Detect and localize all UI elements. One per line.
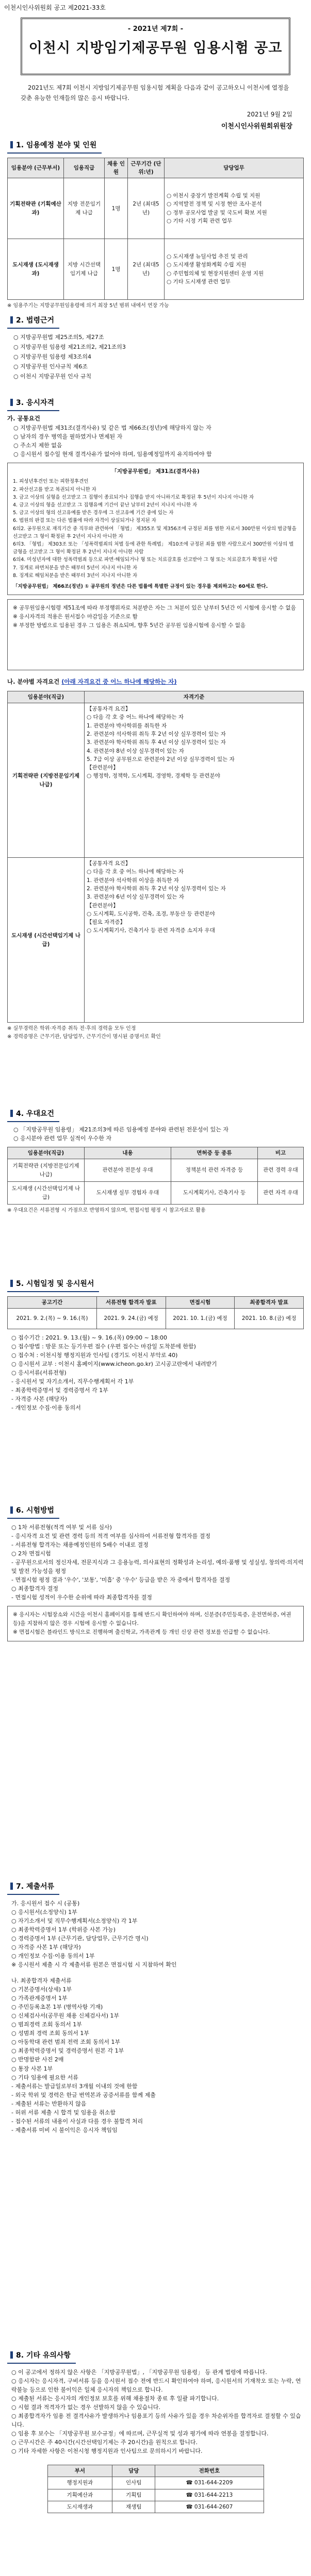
positions-note: ※ 임용주기는 지방공무원임용령에 의거 최장 5년 범위 내에서 연장 가능: [7, 303, 169, 309]
cell-phone: ☎ 031-644-2209: [155, 2477, 264, 2489]
law-box-text: 1. 피성년후견인 또는 피한정후견인 2. 파산선고를 받고 복권되지 아니한 자 3. 금고 이상의 실형을 선고받고 그 집행이 종료되거나 집행을 받지 아니하기로 확정된 후 5년이 지나지 아니한 자 4. 금고 이상의 형을 선고받고 그 집행유예 기간이 끝난 날부터 2년이 지나지 아니한 자 5. 금고 이상의 형의 선고유예를 받은 경우에 그 선고유예 기간 중에 있는 자 6. 법원의 판결 또는 다른 법률에 따라 자격이 상실되거나 정지된 자 6의2. 공무원으로 재직기간 중 직무와 관련하여 「형법」 제355조 및 제356조에 규정된 죄를 범한 자로서 300만원 이상의 벌금형을 선고받고 그 형이 확정된 후 2년이 지나지 아니한 자 6의3. 「형법」 제303조 또는 「성폭력범죄의 처벌 등에 관한 특례법」 제10조에 규정된 죄를 범한 사람으로서 300만원 이상의 벌금형을 선고받고 그 형이 확정된 후 2년이 지나지 아니한 사람 6의4. 미성년자에 대한 성폭력범죄 등으로 파면·해임되거나 형 또는 치료감호를 선고받아 그 형 또는 치료감호가 확정된 사람 7. 징계로 파면처분을 받은 때부터 5년이 지나지 아니한 자 8. 징계로 해임처분을 받은 때부터 3년이 지나지 아니한 자: [13, 479, 297, 579]
table-row: [8, 178, 304, 239]
notice-date: 2021년 9월 2일: [247, 111, 292, 118]
schedule-table: [7, 1296, 304, 1329]
table-row: [47, 2477, 264, 2489]
section-marker-icon: [10, 141, 13, 148]
section-title: 6. 시험방법: [7, 1504, 59, 1519]
preferences-text: ○ 「지방공무원 임용령」 제21조의3에 따른 임용예정 분야와 관련된 전문성이 있는 자 ○ 응시분야 관련 업무 실적이 우수한 자: [13, 1126, 228, 1142]
cell-duties: ○ 이천시 중장기 발전계획 수립 및 지원 ○ 지역발전 정책 및 시정 현안 조사·분석 ○ 정부 공모사업 발굴 및 국도비 확보 지원 ○ 기타 시정 기획 관련 업무: [165, 178, 304, 239]
contact-table: [47, 2465, 264, 2513]
section-title: 2. 법령근거: [7, 314, 59, 329]
law-box: [7, 463, 304, 595]
table-row: [47, 2501, 264, 2513]
section-marker-icon: [10, 316, 13, 324]
cell-duties: ○ 도시재생 뉴딜사업 추진 및 관리 ○ 도시재생 활성화계획 수립 지원 ○ 주민협의체 및 현장지원센터 운영 지원 ○ 기타 도시재생 관련 업무: [165, 239, 304, 300]
cell-etc: 관련 자격 우대: [258, 1182, 304, 1205]
law-box-retirement: 「지방공무원법」 제66조(정년) ① 공무원의 정년은 다른 법률에 특별한 규정이 있는 경우를 제외하고는 60세로 한다.: [13, 583, 268, 589]
qualification-table: [7, 691, 304, 1023]
table-header: 자격기준: [85, 691, 304, 703]
cell-dept: 도시재생과: [47, 2501, 112, 2513]
table-header: 내용: [85, 1147, 171, 1159]
cell-team: 인사팀: [112, 2477, 155, 2489]
cell-field: 기획전략관 (기획예산과): [8, 178, 64, 239]
table-header: 임용직급: [64, 158, 105, 178]
section-positions: [7, 139, 304, 310]
section-marker-icon: [10, 2351, 13, 2359]
table-header: 비고: [258, 1147, 304, 1159]
section-title: 3. 응시자격: [7, 397, 59, 411]
table-row: [47, 2489, 264, 2501]
table-row: [8, 1308, 304, 1329]
cell-team: 재생팀: [112, 2501, 155, 2513]
section-title: 1. 임용예정 분야 및 인원: [7, 139, 102, 154]
table-row: [8, 1182, 304, 1205]
cell-license: 정책분석 관련 자격증 등: [171, 1159, 258, 1182]
table-header: 채용 인원: [105, 158, 128, 178]
law-box-title: 「지방공무원법」 제31조(결격사유): [111, 468, 200, 474]
other-notes-text: ○ 이 공고에서 정하지 않은 사항은 「지방공무원법」, 「지방공무원 임용령」 등 관계 법령에 따릅니다. ○ 응시자는 응시자격, 구비서류 등을 응시원서 접수 전에 반드시 확인하여야 하며, 응시원서의 기재착오 또는 누락, 연락불능 등으로 인한 불이익은 일체 응시자의 책임으로 합니다. ○ 제출된 서류는 응시자의 개인정보 보호를 위해 채용절차 종료 후 일괄 파기합니다. ○ 시험 결과 적격자가 없는 경우 선발하지 않을 수 있습니다. ○ 최종합격자가 임용 전 결격사유가 발생하거나 임용포기 등의 사유가 있을 경우 차순위자를 합격자로 결정할 수 있습니다. ○ 임용 후 보수는 「지방공무원 보수규정」에 따르며, 근무실적 및 성과 평가에 따라 연봉을 결정합니다. ○ 근무시간은 주 40시간(시간선택임기제는 주 20시간)을 원칙으로 합니다. ○ 기타 자세한 사항은 이천시청 행정지원과 인사팀으로 문의하시기 바랍니다.: [11, 2368, 301, 2455]
section-documents: [7, 1880, 304, 2134]
preferences-table: [7, 1147, 304, 1205]
cell-etc: 관련 경력 우대: [258, 1159, 304, 1182]
cell-dept: 기획예산과: [47, 2489, 112, 2501]
table-row: [8, 239, 304, 300]
section-qualifications: [7, 397, 304, 1041]
preferences-note: ※ 우대요건은 서류전형 시 가점으로 반영하지 않으며, 면접시험 평정 시 참고자료로 활용: [7, 1208, 206, 1214]
legal-basis-list: [7, 333, 304, 381]
issuing-org: 이천시인사위원회위원장: [221, 122, 292, 130]
table-header: 면허증 등 종류: [171, 1147, 258, 1159]
table-header: 부서: [47, 2465, 112, 2477]
specific-requirements-heading: 나. 분야별 자격요건 (아래 자격요건 중 어느 하나에 해당하는 자): [7, 678, 177, 686]
notice-title: 이천시 지방임기제공무원 임용시험 공고: [28, 40, 283, 57]
section-schedule: [7, 1278, 304, 1412]
table-header: 전화번호: [155, 2465, 264, 2477]
section-title: 4. 우대요건: [7, 1108, 59, 1122]
list-item: ○ 지방공무원 임용령 제21조의2, 제21조의3: [13, 343, 126, 350]
positions-table: [7, 158, 304, 300]
application-details: ○ 접수기간 : 2021. 9. 13.(월) ~ 9. 16.(목) 09:00 ~ 18:00 ○ 접수방법 : 방문 또는 등기우편 접수 (우편 접수는 마감일 도착분에 한함) ○ 접수처 : 이천시청 행정지원과 인사팀 (경기도 이천시 부악로 40) ○ 응시원서 교부 : 이천시 홈페이지(www.icheon.go.kr) 고시공고란에서 내려받기 ○ 응시서류(서류전형) - 응시원서 및 자기소개서, 직무수행계획서 각 1부 - 최종학력증명서 및 경력증명서 각 1부 - 자격증 사본 (해당자) - 개인정보 수집·이용 동의서: [11, 1334, 217, 1412]
section-other-notes: [7, 2349, 304, 2513]
cell-grade: 지방 전문임기제 나급: [64, 178, 105, 239]
section-marker-icon: [10, 1110, 13, 1117]
section-legal-basis: [7, 314, 304, 382]
general-requirements: ○ 지방공무원법 제31조(결격사유) 및 같은 법 제66조(정년)에 해당하지 않는 자 ○ 남자의 경우 병역을 필하였거나 면제된 자 ○ 주소지 제한 없음 ○ 응시원서 접수일 현재 결격사유가 없어야 하며, 임용예정일까지 유지하여야 함: [13, 424, 212, 457]
documents-final: 나. 최종합격자 제출서류 ○ 기본증명서(상세) 1부 ○ 가족관계증명서 1부 ○ 주민등록초본 1부 (병역사항 기재) ○ 신체검사서(공무원 채용 신체검사서) 1부 ○ 범죄경력 조회 동의서 1부 ○ 성범죄 경력 조회 동의서 1부 ○ 아동학대 관련 범죄 전력 조회 동의서 1부 ○ 최종학력증명서 및 경력증명서 원본 각 1부 ○ 반명함판 사진 2매 ○ 통장 사본 1부 ○ 기타 임용에 필요한 서류 - 제출서류는 발급일로부터 3개월 이내의 것에 한함 - 외국 학위 및 경력은 한글 번역본과 공증서류를 함께 제출 - 제출된 서류는 반환하지 않음 - 허위 서류 제출 시 합격 및 임용을 취소함 - 접수된 서류의 내용이 사실과 다를 경우 불합격 처리 - 제출서류 미비 시 불이익은 응시자 책임임: [11, 1977, 156, 2133]
section-exam-method: [7, 1504, 304, 1641]
table-header: 임용분야 (근무부서): [8, 158, 64, 178]
cell-field: 기획전략관 (지방전문임기제 나급): [8, 703, 85, 858]
table-row: [8, 703, 304, 858]
table-header: 담당: [112, 2465, 155, 2477]
cell-license: 도시계획기사, 건축기사 등: [171, 1182, 258, 1205]
section-marker-icon: [10, 1280, 13, 1287]
section-title: 5. 시험일정 및 응시원서: [7, 1278, 99, 1292]
table-row: [8, 858, 304, 1023]
table-header: 담당업무: [165, 158, 304, 178]
cell-interview: 2021. 10. 1.(금) 예정: [166, 1308, 235, 1329]
table-header: 근무기간 (단위:년): [128, 158, 165, 178]
table-row: [8, 1159, 304, 1182]
cell-field: 도시재생 (시간선택임기제 나급): [8, 858, 85, 1023]
cell-document-result: 2021. 9. 24.(금) 예정: [96, 1308, 166, 1329]
intro-paragraph: 2021년도 제7회 이천시 지방임기제공무원 임용시험 계획을 다음과 같이 공고하오니 이천시에 열정을 갖춘 유능한 인재들의 많은 응시 바랍니다.: [21, 84, 289, 102]
section-title: 7. 제출서류: [7, 1880, 59, 1895]
cell-criteria: 【공통자격 요건】 ○ 다음 각 호 중 어느 하나에 해당하는 자 1. 관련분야 석사학위 이상을 취득한 자 2. 관련분야 학사학위 취득 후 2년 이상 실무경력이 있는 자 3. 관련분야 6년 이상 실무경력이 있는 자 【관련분야】 ○ 도시계획, 도시공학, 건축, 조경, 부동산 등 관련분야 【필요 자격증】 ○ 도시계획기사, 건축기사 등 관련 자격증 소지자 우대: [85, 858, 304, 1023]
notice-subtitle: - 2021년 제7회 -: [127, 25, 184, 33]
title-banner: [21, 18, 290, 75]
cell-phone: ☎ 031-644-2607: [155, 2501, 264, 2513]
cell-team: 기획팀: [112, 2489, 155, 2501]
cell-field: 도시재생 (시간선택임기제 나급): [8, 1182, 85, 1205]
qualification-notes: ※ 공무원임용시험령 제51조에 따라 부정행위자로 처분받은 자는 그 처분이 있은 날부터 5년간 이 시험에 응시할 수 없음 ※ 응시자격의 적용은 원서접수 마감일을 기준으로 함 ※ 부정한 방법으로 임용된 경우 그 임용은 취소되며, 향후 5년간 공무원 임용시험에 응시할 수 없음: [7, 599, 304, 670]
cell-final-result: 2021. 10. 8.(금) 예정: [235, 1308, 304, 1329]
section-preferences: [7, 1108, 304, 1215]
cell-criteria: 【공통자격 요건】 ○ 다음 각 호 중 어느 하나에 해당하는 자 1. 관련분야 박사학위를 취득한 자 2. 관련분야 석사학위 취득 후 2년 이상 실무경력이 있는 자 3. 관련분야 학사학위 취득 후 4년 이상 실무경력이 있는 자 4. 관련분야 8년 이상 실무경력이 있는 자 5. 7급 이상 공무원으로 관련분야 2년 이상 실무경력이 있는 자 【관련분야】 ○ 행정학, 정책학, 도시계획, 경영학, 경제학 등 관련분야: [85, 703, 304, 858]
cell-content: 도시재생 실무 경험자 우대: [85, 1182, 171, 1205]
notice-number: 이천시인사위원회 공고 제2021-33호: [4, 4, 106, 11]
general-requirements-heading: 가. 공통요건: [7, 414, 40, 422]
section-marker-icon: [10, 399, 13, 406]
cell-field: 기획전략관 (지방전문임기제 나급): [8, 1159, 85, 1182]
list-item: ○ 이천시 지방공무원 인사 규칙: [13, 372, 92, 380]
cell-phone: ☎ 031-644-2213: [155, 2489, 264, 2501]
cell-content: 관련분야 전문성 우대: [85, 1159, 171, 1182]
section-marker-icon: [10, 1883, 13, 1890]
qualification-table-notes: ※ 실무경력은 학위·자격증 취득 전·후의 경력을 모두 인정 ※ 경력증명은 근무기관, 담당업무, 근무기간이 명시된 증명서로 확인: [7, 1026, 161, 1040]
table-header: 서류전형 합격자 발표: [96, 1296, 166, 1308]
section-title: 8. 기타 유의사항: [7, 2349, 76, 2364]
documents-on-application: 가. 응시원서 접수 시 (공통) ○ 응시원서(소정양식) 1부 ○ 자기소개서 및 직무수행계획서(소정양식) 각 1부 ○ 최종학력증명서 1부 (학위증 사본 가능) ○ 경력증명서 1부 (근무기관, 담당업무, 근무기간 명시) ○ 자격증 사본 1부 (해당자) ○ 개인정보 수집·이용 동의서 1부 ※ 응시원서 제출 시 각 제출서류 원본은 면접시험 시 지참하여 확인: [11, 1900, 177, 1969]
section-marker-icon: [10, 1506, 13, 1514]
table-header: 임용분야(직급): [8, 1147, 85, 1159]
table-header: 공고기간: [8, 1296, 97, 1308]
cell-count: 1명: [105, 239, 128, 300]
cell-period: 2년 (최대5년): [128, 239, 165, 300]
table-header: 임용분야(직급): [8, 691, 85, 703]
cell-count: 1명: [105, 178, 128, 239]
exam-notice-box: ※ 응시자는 시험장소와 시간을 이천시 홈페이지를 통해 반드시 확인하여야 하며, 신분증(주민등록증, 운전면허증, 여권 등)을 지참하지 않은 경우 시험에 응시할 수 없습니다. ※ 면접시험은 블라인드 방식으로 진행하며 출신학교, 가족관계 등 개인 신상 관련 정보를 언급할 수 없습니다.: [7, 1606, 304, 1641]
cell-dept: 행정지원과: [47, 2477, 112, 2489]
list-item: ○ 지방공무원 인사규칙 제6조: [13, 363, 88, 370]
cell-period: 2년 (최대5년): [128, 178, 165, 239]
signature-block: [221, 109, 292, 132]
list-item: ○ 지방공무원 임용령 제3조의4: [13, 353, 91, 360]
table-header: 최종합격자 발표: [235, 1296, 304, 1308]
cell-period: 2021. 9. 2.(목) ~ 9. 16.(목): [8, 1308, 97, 1329]
table-header: 면접시험: [166, 1296, 235, 1308]
cell-field: 도시재생 (도시재생과): [8, 239, 64, 300]
exam-method-text: ○ 1차 서류전형(적격 여부 및 서류 심사) - 응시자격 요건 및 관련 경력 등의 적격 여부를 심사하여 서류전형 합격자를 결정 - 서류전형 합격자는 채용예정인원의 5배수 이내로 결정 ○ 2차 면접시험 - 공무원으로서의 정신자세, 전문지식과 그 응용능력, 의사표현의 정확성과 논리성, 예의·품행 및 성실성, 창의력·의지력 및 발전 가능성을 평정 - 면접시험 평정 결과 '우수', '보통', '미흡' 중 '우수' 등급을 받은 자 중에서 합격자를 결정 ○ 최종합격자 결정 - 면접시험 성적이 우수한 순위에 따라 최종합격자를 결정: [11, 1523, 304, 1601]
cell-grade: 지방 시간선택 임기제 나급: [64, 239, 105, 300]
list-item: ○ 지방공무원법 제25조의5, 제27조: [13, 333, 104, 341]
